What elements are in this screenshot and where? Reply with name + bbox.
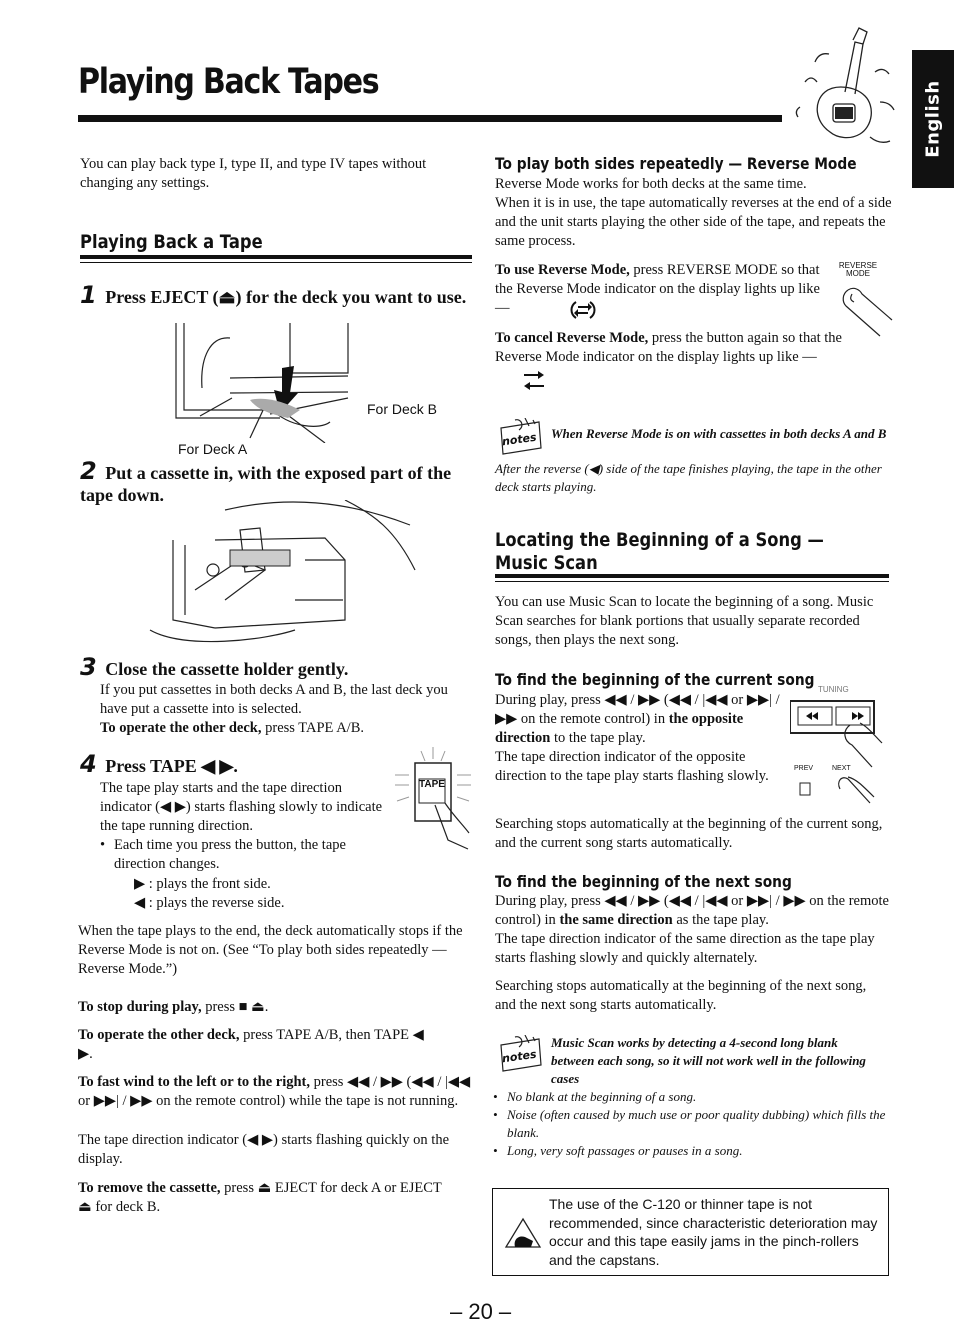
note-item: • Noise (often caused by much use or poor quality dubbing) which fills the blank. <box>493 1106 888 1142</box>
step-text: Press TAPE ◀ ▶. <box>105 756 238 776</box>
step-text: Put a cassette in, with the exposed part of the tape down. <box>80 463 452 505</box>
page-number: – 20 – <box>450 1299 512 1324</box>
other-rest: press TAPE A/B, then TAPE ◀ ▶. <box>78 1027 424 1062</box>
reverse-mode-button-label: REVERSE MODE <box>838 261 878 278</box>
reverse-mode-body-1: Reverse Mode works for both decks at the same time. <box>495 176 807 192</box>
use-rest: press REVERSE MODE so that the Reverse Mode indicator on the display lights up like — <box>495 262 820 316</box>
current-b: to the tape play. <box>550 730 646 746</box>
guitar-character-illustration <box>785 22 905 152</box>
step-4 <box>80 750 380 778</box>
caution-box <box>492 1188 889 1276</box>
next-b: as the tape play. <box>672 912 769 928</box>
current-song-body-3: Searching stops automatically at the beginning of the current song, and the current song starts automatically. <box>495 816 883 851</box>
step-number: 1 <box>80 281 97 309</box>
tuning-label: TUNING <box>818 685 849 694</box>
step-text: Close the cassette holder gently. <box>105 659 349 679</box>
step-1 <box>80 281 470 309</box>
label-for-deck-a: For Deck A <box>178 441 248 457</box>
tape-button-press-illustration <box>393 745 473 850</box>
section-heading-playing-back: Playing Back a Tape <box>80 231 263 253</box>
step-text: Press EJECT (⏏) for the deck you want to use. <box>105 287 467 307</box>
use-reverse-mode <box>495 261 835 318</box>
intro-text: You can play back type I, type II, and type IV tapes without changing any settings. <box>80 156 427 191</box>
one-way-indicator-icon <box>520 368 548 392</box>
tuning-buttons-illustration <box>790 685 890 805</box>
section-heading-music-scan: Locating the Beginning of a Song — Music Scan <box>495 529 824 574</box>
notes-icon <box>495 418 547 458</box>
next-song-heading: To find the beginning of the next song <box>495 872 792 891</box>
cancel-lead: To cancel Reverse Mode, <box>495 330 649 346</box>
step-3 <box>80 653 475 681</box>
ff-lead: To fast wind to the left or to the right, <box>78 1074 310 1090</box>
stop-hand-icon <box>503 1217 543 1251</box>
next-bold: the same direction <box>559 912 673 928</box>
remove-cassette-instructions <box>78 1179 448 1217</box>
current-a: During play, press ◀◀ / ▶▶ (◀◀ / |◀◀ or ▶▶| / ▶▶ on the remote control) in <box>495 692 780 727</box>
note-item: • No blank at the beginning of a song. <box>493 1088 888 1106</box>
current-song-heading: To find the beginning of the current song <box>495 670 815 689</box>
current-bold: the opposite direction <box>495 711 744 746</box>
end-of-tape-text: When the tape plays to the end, the deck automatically stops if the Reverse Mode is not on. (See “To play both sides repeatedly — Reverse Mode.”) <box>78 923 463 977</box>
language-tab-label: English <box>922 80 944 158</box>
stop-instructions <box>78 998 470 1017</box>
plays-front-side: ▶ : plays the front side. <box>134 876 271 892</box>
step-number: 3 <box>80 653 97 681</box>
notes-icon-label: notes <box>501 430 538 449</box>
reverse-mode-indicator-icon <box>568 298 598 322</box>
cancel-rest: press the button again so that the Reverse Mode indicator on the display lights up like — <box>495 330 842 365</box>
page-title: Playing Back Tapes <box>78 62 379 102</box>
language-tab <box>912 50 954 188</box>
other-deck-rest: press TAPE A/B. <box>261 720 364 736</box>
eject-deck-illustration <box>170 318 380 443</box>
label-for-deck-b: For Deck B <box>367 401 438 417</box>
next-song-body-1 <box>495 892 890 930</box>
next-song-body-3: Searching stops automatically at the beginning of the next song, and the next song starts automatically. <box>495 978 867 1013</box>
step-3-body: If you put cassettes in both decks A and B, the last deck you have put a cassette into is selected. <box>100 682 448 717</box>
note-item: • Long, very soft passages or pauses in a song. <box>493 1142 888 1160</box>
reverse-mode-body-2: When it is in use, the tape automatically reverses at the end of a side and the unit starts playing the other side of the tape, and repeats the same process. <box>495 195 892 249</box>
remove-rest: press ⏏ EJECT for deck A or EJECT ⏏ for deck B. <box>78 1180 442 1215</box>
bullet-item: • Each time you press the button, the tape direction changes. <box>100 836 390 874</box>
next-a: During play, press ◀◀ / ▶▶ (◀◀ / |◀◀ or ▶▶| / ▶▶ on the remote control) in <box>495 893 889 928</box>
use-lead: To use Reverse Mode, <box>495 262 630 278</box>
title-rule <box>78 115 782 122</box>
step-number: 2 <box>80 457 97 485</box>
plays-reverse-side: ◀ : plays the reverse side. <box>134 895 285 911</box>
fast-wind-body: The tape direction indicator (◀ ▶) starts flashing quickly on the display. <box>78 1132 450 1167</box>
section-rule <box>80 255 472 259</box>
insert-cassette-illustration <box>145 500 420 650</box>
fast-wind-instructions <box>78 1073 472 1111</box>
current-song-body-1 <box>495 691 785 748</box>
reverse-mode-heading: To play both sides repeatedly — Reverse Mode <box>495 154 857 173</box>
notes-icon-label: notes <box>501 1047 538 1066</box>
tape-button-label: TAPE <box>419 779 445 790</box>
caution-text: The use of the C-120 or thinner tape is not recommended, since characteristic deterioration may occur and this tape easily jams in the pinch-rollers and the capstans. <box>549 1196 878 1268</box>
reverse-note-body: After the reverse (◀) side of the tape finishes playing, the tape in the other deck starts playing. <box>495 461 882 494</box>
reverse-note-heading: When Reverse Mode is on with cassettes in both decks A and B <box>551 426 887 441</box>
section-rule <box>495 574 889 578</box>
remove-lead: To remove the cassette, <box>78 1180 221 1196</box>
section-rule-thin <box>80 262 472 263</box>
notes-icon <box>495 1035 547 1075</box>
stop-rest: press ■ ⏏. <box>201 999 269 1015</box>
music-scan-intro: You can use Music Scan to locate the beginning of a song. Music Scan searches for blank portions that usually separate recorded songs, then plays the next song. <box>495 594 874 648</box>
stop-lead: To stop during play, <box>78 999 202 1015</box>
cancel-reverse-mode <box>495 329 890 367</box>
next-label: NEXT <box>832 765 851 772</box>
other-lead: To operate the other deck, <box>78 1027 240 1043</box>
section-rule-thin <box>495 581 889 582</box>
other-deck-lead: To operate the other deck, <box>100 720 262 736</box>
ff-rest: press ◀◀ / ▶▶ (◀◀ / |◀◀ or ▶▶| / ▶▶ on the remote control) while the tape is not running. <box>78 1074 471 1109</box>
prev-label: PREV <box>794 765 814 772</box>
music-scan-note-heading: Music Scan works by detecting a 4-second long blank between each song, so it will not work well in the following cases <box>551 1035 866 1086</box>
step-4-body: The tape play starts and the tape direction indicator (◀ ▶) starts flashing slowly to indicate the tape running direction. <box>100 780 383 834</box>
other-deck-instructions <box>78 1026 438 1064</box>
next-song-body-2: The tape direction indicator of the same direction as the tape play starts flashing slowly and quickly alternately. <box>495 931 875 966</box>
step-number: 4 <box>80 750 97 778</box>
music-scan-note-list <box>493 1088 888 1160</box>
current-song-body-2: The tape direction indicator of the opposite direction to the tape play starts flashing slowly. <box>495 749 769 784</box>
step-3-other-deck <box>100 719 470 738</box>
step-4-bullets <box>100 836 390 874</box>
